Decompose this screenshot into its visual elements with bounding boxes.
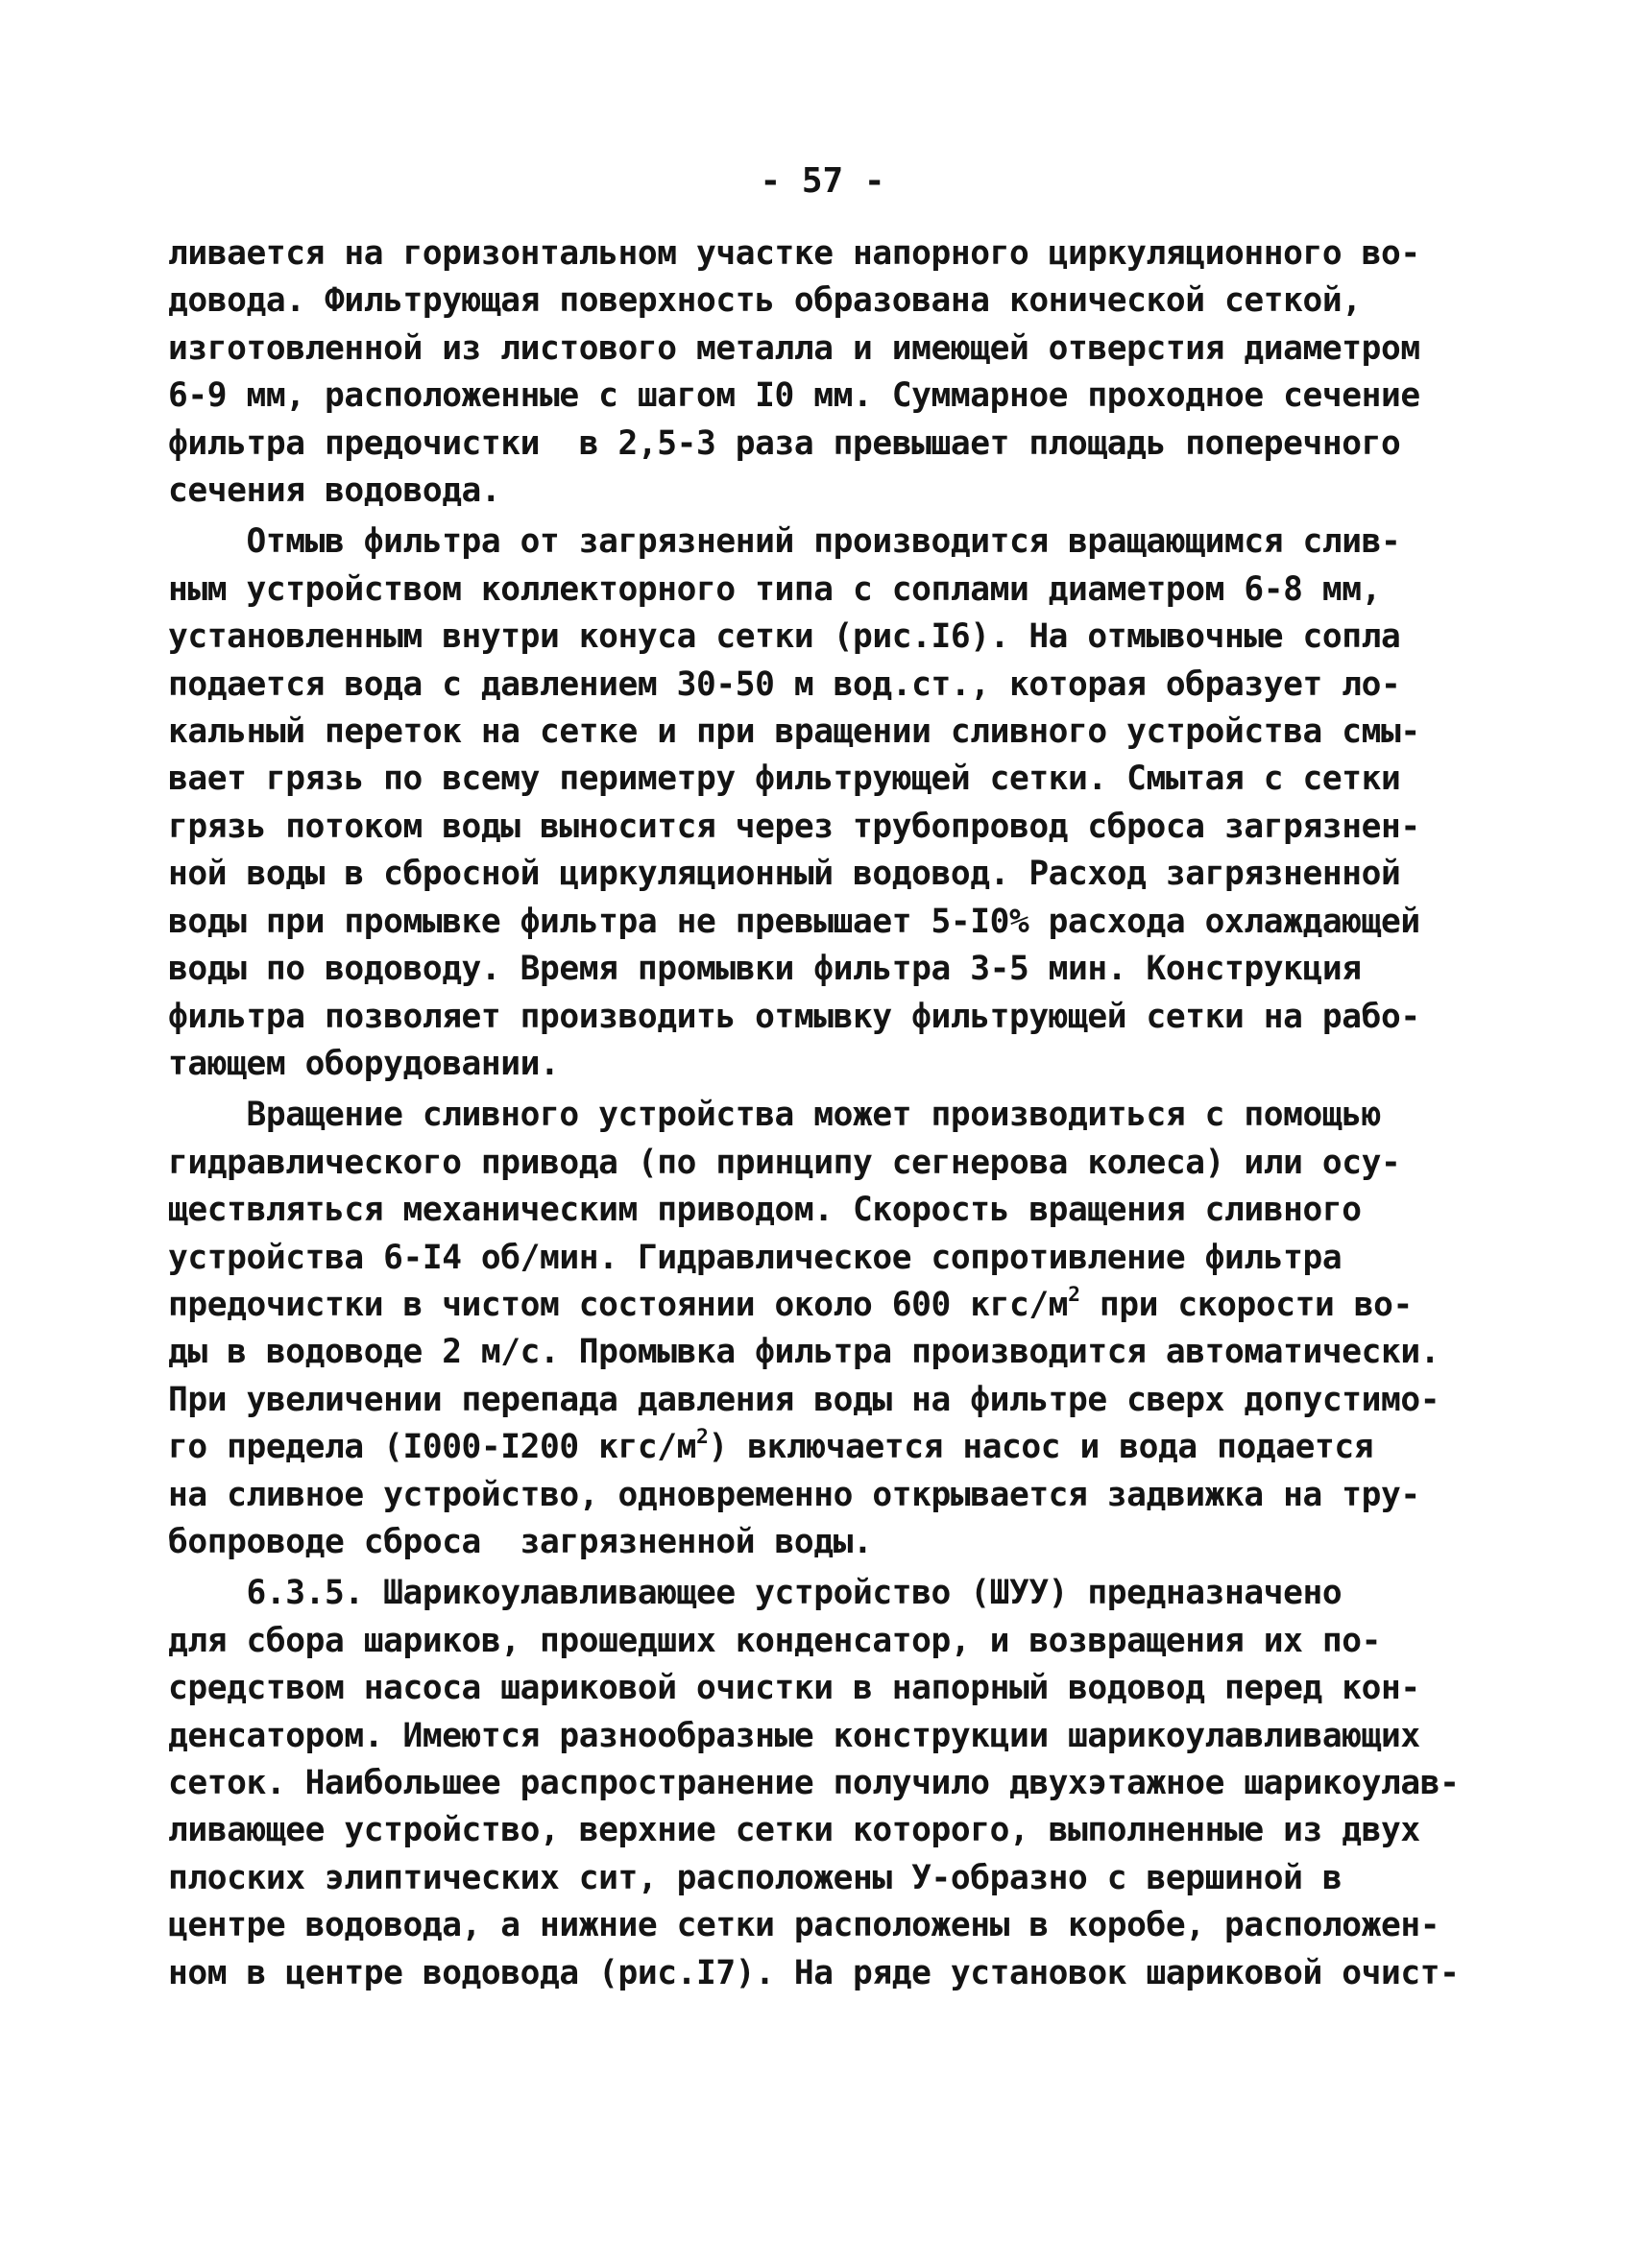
- text-line: для сбора шариков, прошедших конденсатор, и возвращения их по-: [168, 1621, 1381, 1660]
- text-line: плоских элиптических сит, расположены У-образно с вершиной в: [168, 1858, 1343, 1897]
- paragraph-3: [168, 1092, 1503, 1566]
- text-line: ды в водоводе 2 м/с. Промывка фильтра производится автоматически.: [168, 1333, 1440, 1372]
- text-line: ным устройством коллекторного типа с соплами диаметром 6-8 мм,: [168, 569, 1381, 609]
- paragraph-2: [168, 519, 1503, 1088]
- text-line: тающем оборудовании.: [168, 1044, 560, 1083]
- text-line: вает грязь по всему периметру фильтрующей сетки. Смытая с сетки: [168, 760, 1401, 799]
- text-line: изготовленной из листового металла и имеющей отверстия диаметром: [168, 328, 1420, 368]
- text-line: грязь потоком воды выносится через трубопровод сброса загрязнен-: [168, 807, 1420, 846]
- text-line: 6-9 мм, расположенные с шагом I0 мм. Суммарное проходное сечение: [168, 376, 1420, 416]
- text-line: довода. Фильтрующая поверхность образована конической сеткой,: [168, 281, 1362, 321]
- text-line: денсатором. Имеются разнообразные конструкции шарикоулавливающих: [168, 1716, 1420, 1755]
- superscript: 2: [1068, 1282, 1080, 1307]
- text-line: ливается на горизонтальном участке напорного циркуляционного во-: [168, 234, 1420, 273]
- text-line: на сливное устройство, одновременно открывается задвижка на тру-: [168, 1475, 1420, 1514]
- page-number: - 57 -: [760, 161, 885, 201]
- text-line: бопроводе сброса загрязненной воды.: [168, 1522, 873, 1561]
- text-line: ном в центре водовода (рис.I7). На ряде установок шариковой очист-: [168, 1953, 1460, 1992]
- text-line: Вращение сливного устройства может производиться с помощью: [168, 1096, 1381, 1135]
- text-line: средством насоса шариковой очистки в напорный водовод перед кон-: [168, 1669, 1420, 1708]
- text-line: гидравлического привода (по принципу сегнерова колеса) или осу-: [168, 1143, 1401, 1182]
- text-segment: предочистки в чистом состоянии около 600 кгс/м: [168, 1285, 1069, 1324]
- text-line: фильтра позволяет производить отмывку фильтрующей сетки на рабо-: [168, 997, 1420, 1036]
- text-line: фильтра предочистки в 2,5-3 раза превышает площадь поперечного: [168, 423, 1401, 463]
- text-line: Отмыв фильтра от загрязнений производится вращающимся слив-: [168, 522, 1401, 562]
- text-line: воды при промывке фильтра не превышает 5-I0% расхода охлаждающей: [168, 902, 1420, 941]
- text-line: сечения водовода.: [168, 471, 501, 511]
- text-line: центре водовода, а нижние сетки расположены в коробе, расположен-: [168, 1906, 1440, 1945]
- superscript: 2: [696, 1425, 709, 1450]
- text-line: ливающее устройство, верхние сетки которого, выполненные из двух: [168, 1811, 1420, 1850]
- text-line-with-superscript: [168, 1424, 1503, 1471]
- text-line: устройства 6-I4 об/мин. Гидравлическое сопротивление фильтра: [168, 1238, 1343, 1277]
- text-line: установленным внутри конуса сетки (рис.I6). На отмывочные сопла: [168, 617, 1401, 657]
- text-line: воды по водоводу. Время промывки фильтра 3-5 мин. Конструкция: [168, 950, 1362, 989]
- text-segment: при скорости во-: [1079, 1285, 1413, 1324]
- paragraph-1: [168, 230, 1503, 515]
- text-line: ной воды в сбросной циркуляционный водовод. Расход загрязненной: [168, 855, 1401, 894]
- body-text: [168, 230, 1503, 1997]
- text-line: кальный переток на сетке и при вращении сливного устройства смы-: [168, 712, 1420, 752]
- text-segment: ) включается насос и вода подается: [708, 1428, 1374, 1467]
- text-line: При увеличении перепада давления воды на фильтре сверх допустимо-: [168, 1380, 1440, 1419]
- text-line: 6.3.5. Шарикоулавливающее устройство (ШУУ) предназначено: [168, 1574, 1343, 1613]
- text-line: подается вода с давлением 30-50 м вод.ст., которая образует ло-: [168, 664, 1401, 704]
- paragraph-4: [168, 1570, 1503, 1997]
- text-line-with-superscript: [168, 1282, 1503, 1329]
- text-line: ществляться механическим приводом. Скорость вращения сливного: [168, 1191, 1362, 1230]
- text-line: сеток. Наибольшее распространение получило двухэтажное шарикоулав-: [168, 1764, 1460, 1802]
- text-segment: го предела (I000-I200 кгс/м: [168, 1428, 697, 1467]
